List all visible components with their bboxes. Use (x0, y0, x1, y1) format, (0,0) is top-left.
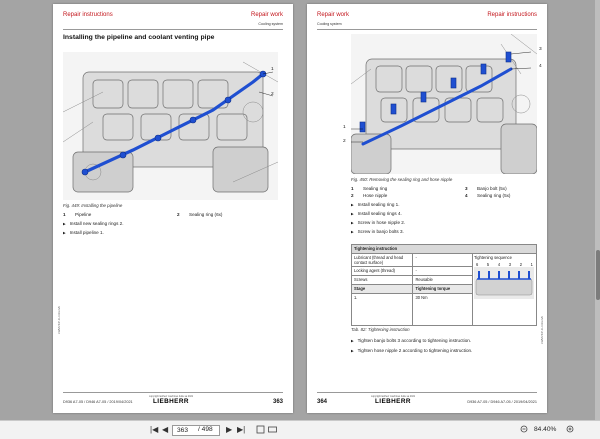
right-page (307, 4, 547, 413)
sequence-label: Tightening sequence (473, 255, 512, 260)
step-3: ▶ Screw in hose nipple 2. (351, 220, 405, 225)
page-total: / 498 (198, 426, 213, 433)
header-sub: Cooling system (317, 22, 342, 26)
legend-label-3: Banjo bolt (5x) (477, 186, 507, 191)
legend-label-1: Sealing ring (363, 186, 388, 191)
footer-model: D936 A7-05 / D946 A7-05 / 2019/04/2021 (467, 400, 537, 404)
engine-figure-450 (351, 34, 537, 174)
footer-rule (63, 392, 283, 393)
header-sub: Cooling system (258, 22, 283, 26)
footer-rule (317, 392, 537, 393)
callout-2: 2 (343, 139, 346, 144)
legend-num-2: 2 (177, 212, 180, 217)
legend-num-1: 1 (63, 212, 66, 217)
legend-label-2: Sealing ring (6x) (189, 212, 223, 217)
sequence-diagram (474, 267, 534, 299)
callout-2: 2 (271, 92, 274, 97)
zoom-level[interactable]: 84.40% (534, 426, 557, 433)
legend-label-4: Sealing ring (5x) (477, 193, 511, 198)
callout-1: 1 (271, 67, 274, 72)
legend-num-3: 3 (465, 186, 468, 191)
legend-label-2: Hose nipple (363, 193, 388, 198)
seq-num: 6 (475, 262, 479, 267)
step-1: ▶ Install new sealing rings 2. (63, 221, 124, 226)
next-page-button[interactable]: ▶ (226, 425, 233, 434)
vertical-scrollbar[interactable] (595, 0, 600, 420)
page-number: 364 (317, 399, 328, 405)
header-right: Repair work (250, 12, 283, 18)
step-4: ▶ Screw in banjo bolts 3. (351, 229, 404, 234)
prev-page-button[interactable]: ◀ (162, 425, 169, 434)
table-value: - (413, 254, 473, 267)
engine-figure-449 (63, 52, 278, 200)
header-left: Repair instructions (63, 12, 113, 18)
stage-header: Stage (352, 285, 413, 294)
legend-label-1: Pipeline (75, 212, 92, 217)
header-rule (63, 29, 283, 30)
header-left: Repair work (317, 12, 350, 18)
section-title: Installing the pipeline and coolant venting pipe (63, 34, 215, 41)
stage-value: 1. (352, 294, 413, 326)
seq-num: 2 (519, 262, 523, 267)
seq-num: 3 (508, 262, 512, 267)
last-page-button[interactable]: ▶| (237, 425, 246, 434)
seq-num: 4 (497, 262, 501, 267)
liebherr-logo: LIEBHERR (375, 398, 411, 405)
step-1: ▶ Install sealing ring 1. (351, 202, 400, 207)
tightening-table (351, 244, 537, 326)
seq-num: 1 (530, 262, 533, 267)
scrollbar-thumb[interactable] (596, 250, 600, 300)
engine-illustration (351, 34, 537, 174)
table-title: Tightening instruction (352, 245, 537, 254)
table-key: Locking agent (thread) (352, 267, 413, 276)
legend-num-1: 1 (351, 186, 354, 191)
figure-caption: Fig. 450: Removing the sealing ring and hose nipple (351, 177, 453, 182)
callout-1: 1 (343, 125, 346, 130)
engine-illustration (63, 52, 278, 200)
left-page (53, 4, 293, 413)
legend-num-4: 4 (465, 193, 468, 198)
page-number: 363 (272, 399, 283, 405)
footer-copyright: copyright liebherr machines bulle sa 2021 (149, 395, 194, 398)
table-key: Lubricant (thread and head contact surface) (352, 254, 413, 267)
step-2: ▶ Install sealing rings 4. (351, 211, 402, 216)
footer-model: D936 A7-05 / D946 A7-05 / 2019/04/2021 (63, 400, 133, 404)
legend-num-2: 2 (351, 193, 354, 198)
table-value: Reusable (413, 276, 473, 285)
torque-header: Tightening torque (413, 285, 473, 294)
viewer-toolbar (0, 420, 600, 439)
table-caption: Tab. 82: Tightening instruction (351, 327, 410, 332)
side-code: LWMVKP-1L/31/en/b (540, 316, 544, 344)
seq-num: 5 (486, 262, 490, 267)
table-value: - (413, 267, 473, 276)
fit-width-icon[interactable] (268, 425, 277, 437)
torque-value: 30 Nm (413, 294, 473, 326)
header-rule (317, 29, 537, 30)
figure-caption: Fig. 449: Installing the pipeline (63, 203, 123, 208)
zoom-in-icon[interactable] (566, 425, 575, 437)
sequence-numbers (474, 260, 535, 267)
zoom-out-icon[interactable] (520, 425, 529, 437)
header-right: Repair instructions (487, 12, 537, 18)
sequence-cell (472, 254, 536, 326)
first-page-button[interactable]: |◀ (150, 425, 159, 434)
step-2: ▶ Install pipeline 1. (63, 230, 104, 235)
table-key: Screws (352, 276, 413, 285)
fit-page-icon[interactable] (256, 425, 265, 437)
final-step-1: ▶ Tighten banjo bolts 3 according to tightening instruction. (351, 338, 471, 343)
current-page-value: 363 (177, 427, 189, 434)
footer-copyright: copyright liebherr machines bulle sa 2021 (371, 395, 416, 398)
liebherr-logo: LIEBHERR (153, 398, 189, 405)
final-step-2: ▶ Tighten hose nipple 2 according to tightening instruction. (351, 348, 472, 353)
callout-3: 3 (539, 47, 542, 52)
callout-4: 4 (539, 64, 542, 69)
side-code: LWMVKP-1L/31/en/b (57, 306, 61, 334)
